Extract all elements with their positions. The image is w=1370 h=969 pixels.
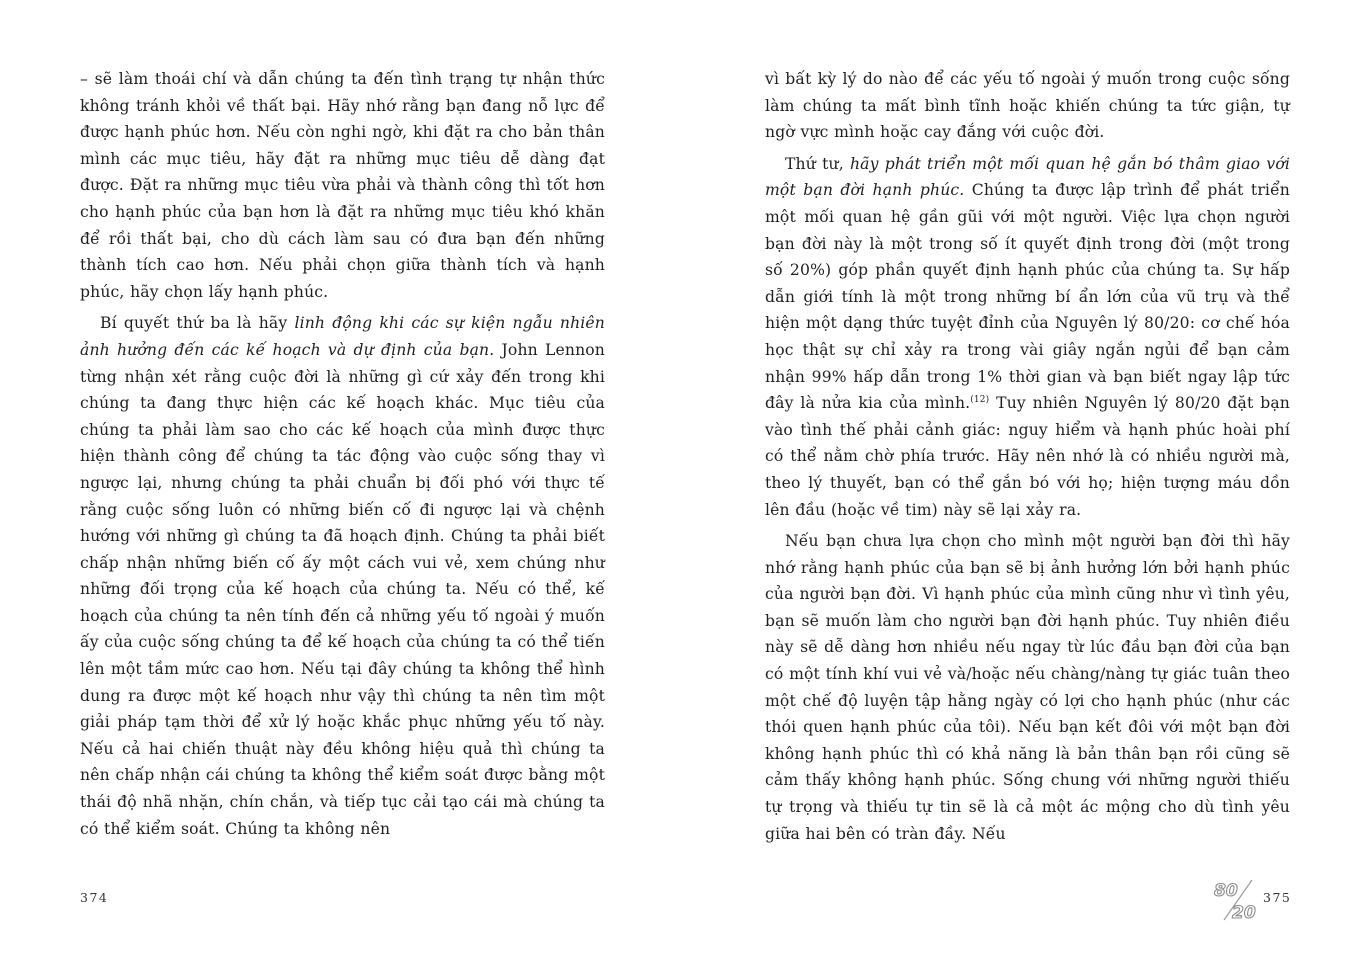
text-run: John Lennon từng nhận xét rằng cuộc đời là những gì cứ xảy đến trong khi chúng ta đang thực hiện các kế hoạch khác. Mục tiêu của chúng ta phải làm sao cho các kế hoạch của mình được thực hiện thành công để chúng ta tác động vào cuộc sống thay vì ngược lại, nhưng chúng ta phải chuẩn bị đối phó với thực tế rằng cuộc sống luôn có những biến cố đi ngược lại và chệnh hướng với những gì chúng ta đã hoạch định. Chúng ta phải biết chấp nhận những biến cố ấy một cách vui vẻ, xem chúng như những đối trọng của kế hoạch của chúng ta. Nếu có thể, kế hoạch của chúng ta nên tính đến cả những yếu tố ngoài ý muốn ấy của cuộc sống chúng ta để kế hoạch của chúng ta có thể tiến lên một tầm mức cao hơn. Nếu tại đây chúng ta không thể hình dung ra được một kế hoạch như vậy thì chúng ta nên tìm một giải pháp tạm thời để xử lý hoặc khắc phục những yếu tố này. Nếu cả hai chiến thuật này đều không hiệu quả thì chúng ta nên chấp nhận cái chúng ta không thể kiểm soát được bằng một thái độ nhã nhặn, chín chắn, và tiếp tục cải tạo cái mà chúng ta có thể kiểm soát. Chúng ta không nên <box>80 340 605 838</box>
left-page <box>80 66 605 842</box>
book-logo-icon <box>1212 876 1260 922</box>
paragraph: Nếu bạn chưa lựa chọn cho mình một người bạn đời thì hãy nhớ rằng hạnh phúc của bạn sẽ bị ảnh hưởng lớn bởi hạnh phúc của người bạn đời. Vì hạnh phúc của mình cũng như vì tình yêu, bạn sẽ muốn làm cho người bạn đời hạnh phúc. Tuy nhiên điều này sẽ dễ dàng hơn nhiều nếu ngay từ lúc đầu bạn đời của bạn có một tính khí vui vẻ và/hoặc nếu chàng/nàng tự giác tuân theo một chế độ luyện tập hằng ngày có lợi cho hạnh phúc (như các thói quen hạnh phúc của tôi). Nếu bạn kết đôi với một bạn đời không hạnh phúc thì có khả năng là bản thân bạn rồi cũng sẽ cảm thấy không hạnh phúc. Sống chung với những người thiếu tự trọng và thiếu tự tin sẽ là cả một ác mộng cho dù tình yêu giữa hai bên có tràn đầy. Nếu <box>765 532 1290 843</box>
page-number-left: 374 <box>80 890 109 905</box>
footnote-reference: (12) <box>970 395 990 406</box>
text-run: Tuy nhiên Nguyên lý 80/20 đặt bạn vào tình thế phải cảnh giác: nguy hiểm và hạnh phúc hoài phí có thể nằm chờ phía trước. Hãy nên nhớ là có nhiều người mà, theo lý thuyết, bạn có thể gắn bó với họ; hiện tượng máu dồn lên đầu (hoặc về tim) này sẽ lại xảy ra. <box>765 394 1290 519</box>
right-page <box>765 66 1290 847</box>
paragraph <box>765 151 1290 523</box>
italic-text-run: linh động khi các sự kiện ngẫu nhiên ảnh hưởng đến các kế hoạch và dự định của bạn. <box>80 314 605 359</box>
text-run: Bí quyết thứ ba là hãy <box>100 314 295 333</box>
paragraph <box>80 310 605 842</box>
italic-text-run: hãy phát triển một mối quan hệ gắn bó thâm giao với một bạn đời hạnh phúc. <box>765 154 1290 200</box>
paragraph: – sẽ làm thoái chí và dẫn chúng ta đến tình trạng tự nhận thức không tránh khỏi về thất bại. Hãy nhớ rằng bạn đang nỗ lực để được hạnh phúc hơn. Nếu còn nghi ngờ, khi đặt ra cho bản thân mình các mục tiêu, hãy đặt ra những mục tiêu dễ dàng đạt được. Đặt ra những mục tiêu vừa phải và thành công thì tốt hơn cho hạnh phúc của bạn hơn là đặt ra những mục tiêu khó khăn để rồi thất bại, cho dù cách làm sau có đưa bạn đến những thành tích cao hơn. Nếu phải chọn giữa thành tích và hạnh phúc, hãy chọn lấy hạnh phúc. <box>80 70 605 301</box>
logo-bottom-number: 20 <box>1232 903 1256 922</box>
paragraph: vì bất kỳ lý do nào để các yếu tố ngoài ý muốn trong cuộc sống làm chúng ta mất bình tĩnh hoặc khiến chúng ta tức giận, tự ngờ vực mình hoặc cay đắng với cuộc đời. <box>765 70 1290 142</box>
text-run: Thứ tư, <box>785 154 850 173</box>
page-number-right: 375 <box>1263 890 1292 905</box>
logo-top-number: 80 <box>1214 881 1238 901</box>
text-run: Chúng ta được lập trình để phát triển một mối quan hệ gần gũi với một người. Việc lựa chọn người bạn đời này là một trong số ít quyết định trong đời (một trong số 20%) góp phần quyết định hạnh phúc của chúng ta. Sự hấp dẫn giới tính là một trong những bí ẩn lớn của vũ trụ và thể hiện một dạng thức tuyệt đỉnh của Nguyên lý 80/20: cơ chế hóa học thật sự chỉ xảy ra trong vài giây ngắn ngủi để bạn cảm nhận 99% hấp dẫn trong 1% thời gian và bạn biết ngay lập tức đây là nửa kia của mình. <box>765 181 1290 413</box>
